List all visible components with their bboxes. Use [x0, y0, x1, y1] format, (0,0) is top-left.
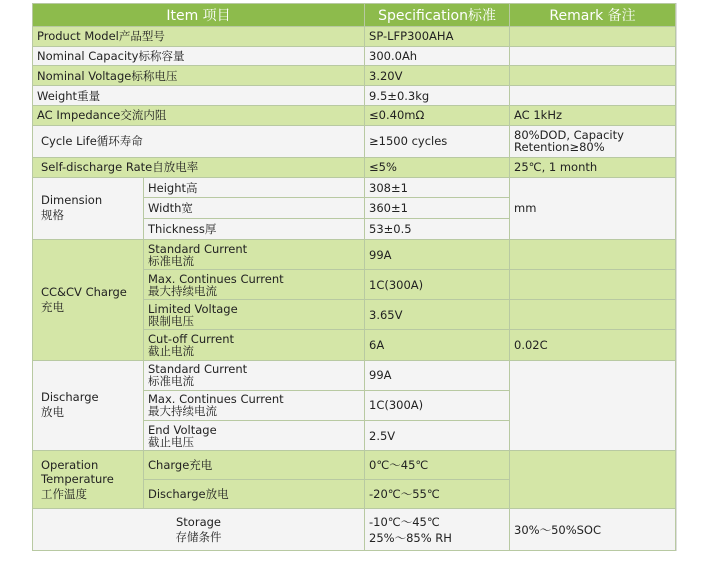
row-nominal-capacity	[33, 46, 676, 66]
item-label: Self-discharge Rate自放电率	[33, 157, 365, 177]
header-row	[33, 4, 676, 27]
remark-value	[510, 125, 676, 157]
sub-item-label-cn: 标准电流	[148, 253, 194, 268]
item-label-storage	[33, 509, 365, 551]
row-discharge-standard	[33, 360, 676, 390]
spec-value: ≥1500 cycles	[365, 125, 510, 157]
group-label-cn: 充电	[41, 299, 64, 314]
row-storage	[33, 509, 676, 551]
spec-value: -20℃～55℃	[365, 480, 510, 509]
remark-value: 30%～50%SOC	[510, 509, 676, 551]
sub-item-label: Width宽	[144, 198, 365, 219]
item-label: Product Model产品型号	[33, 26, 365, 46]
spec-table	[32, 3, 676, 551]
remark-value	[510, 46, 676, 66]
group-label-cn: 放电	[41, 405, 64, 420]
remark-value	[510, 240, 676, 270]
spec-value: ≤0.40mΩ	[365, 105, 510, 125]
group-label-line: Temperature	[41, 471, 114, 486]
sub-item-label: Thickness厚	[144, 219, 365, 240]
spec-value: 53±0.5	[365, 219, 510, 240]
sub-item-label	[144, 330, 365, 360]
remark-line: 80%DOD, Capacity	[514, 128, 624, 143]
remark-value: AC 1kHz	[510, 105, 676, 125]
row-product-model	[33, 26, 676, 46]
group-label-charge	[33, 240, 144, 361]
spec-value: 1C(300A)	[365, 390, 510, 420]
sub-item-label-cn: 截止电流	[148, 344, 194, 359]
remark-value	[510, 270, 676, 300]
row-self-discharge	[33, 157, 676, 177]
spec-value: 3.65V	[365, 300, 510, 330]
sub-item-label	[144, 420, 365, 450]
spec-value: 360±1	[365, 198, 510, 219]
row-cycle-life	[33, 125, 676, 157]
group-label-dimension	[33, 177, 144, 239]
group-label-en: Dimension	[41, 193, 103, 208]
sub-item-label-en: Cut-off Current	[148, 332, 234, 347]
spec-value: 9.5±0.3kg	[365, 86, 510, 106]
spec-value: 99A	[365, 360, 510, 390]
remark-value	[510, 26, 676, 46]
sub-item-label: Charge充电	[144, 451, 365, 480]
item-label-cn: 存储条件	[175, 529, 222, 544]
remark-line: Retention≥80%	[514, 140, 605, 155]
item-label: Cycle Life循环寿命	[33, 125, 365, 157]
item-label: AC Impedance交流内阻	[33, 105, 365, 125]
row-ac-impedance	[33, 105, 676, 125]
sub-item-label	[144, 300, 365, 330]
sub-item-label-en: Standard Current	[148, 362, 248, 377]
remark-value	[510, 360, 676, 450]
remark-value: mm	[510, 177, 676, 239]
spec-value: 308±1	[365, 177, 510, 198]
sub-item-label	[144, 390, 365, 420]
spec-value	[365, 509, 510, 551]
spec-value: 1C(300A)	[365, 270, 510, 300]
group-label-line: 工作温度	[41, 486, 87, 501]
remark-value: 0.02C	[510, 330, 676, 360]
remark-value	[510, 66, 676, 86]
sub-item-label-en: Max. Continues Current	[148, 271, 284, 286]
spec-value-line: 25%～85% RH	[369, 530, 452, 545]
sub-item-label	[144, 240, 365, 270]
sub-item-label-cn: 限制电压	[148, 313, 194, 328]
group-label-en: Discharge	[41, 390, 99, 405]
header-spec: Specification标准	[365, 4, 510, 27]
group-label-discharge	[33, 360, 144, 450]
row-dimension-height	[33, 177, 676, 198]
header-item: Item 项目	[33, 4, 365, 27]
row-weight	[33, 86, 676, 106]
spec-value: 99A	[365, 240, 510, 270]
remark-value	[510, 451, 676, 509]
spec-value: SP-LFP300AHA	[365, 26, 510, 46]
remark-value	[510, 300, 676, 330]
item-label-en: Storage	[176, 514, 221, 529]
spec-value: 3.20V	[365, 66, 510, 86]
sub-item-label-en: Limited Voltage	[148, 301, 238, 316]
sub-item-label: Height高	[144, 177, 365, 198]
item-label: Weight重量	[33, 86, 365, 106]
row-nominal-voltage	[33, 66, 676, 86]
remark-value	[510, 86, 676, 106]
header-remark: Remark 备注	[510, 4, 676, 27]
row-temp-charge	[33, 451, 676, 480]
sub-item-label: Discharge放电	[144, 480, 365, 509]
remark-value: 25℃, 1 month	[510, 157, 676, 177]
sub-item-label-cn: 标准电流	[148, 374, 194, 389]
spec-value: 300.0Ah	[365, 46, 510, 66]
spec-value: 6A	[365, 330, 510, 360]
group-label-en: CC&CV Charge	[41, 284, 127, 299]
spec-value: 0℃～45℃	[365, 451, 510, 480]
sub-item-label	[144, 270, 365, 300]
item-label: Nominal Voltage标称电压	[33, 66, 365, 86]
sub-item-label-en: End Voltage	[148, 422, 217, 437]
group-label-cn: 规格	[41, 208, 64, 223]
divider	[676, 3, 677, 551]
spec-value: ≤5%	[365, 157, 510, 177]
row-charge-standard	[33, 240, 676, 270]
sub-item-label-en: Max. Continues Current	[148, 392, 284, 407]
sub-item-label-cn: 截止电压	[148, 434, 194, 449]
sub-item-label-cn: 最大持续电流	[148, 404, 217, 419]
item-label: Nominal Capacity标称容量	[33, 46, 365, 66]
sub-item-label-en: Standard Current	[148, 241, 248, 256]
sub-item-label-cn: 最大持续电流	[148, 283, 217, 298]
sub-item-label	[144, 360, 365, 390]
spec-value-line: -10℃～45℃	[369, 514, 440, 529]
spec-value: 2.5V	[365, 420, 510, 450]
group-label-temperature	[33, 451, 144, 509]
group-label-line: Operation	[41, 457, 99, 472]
